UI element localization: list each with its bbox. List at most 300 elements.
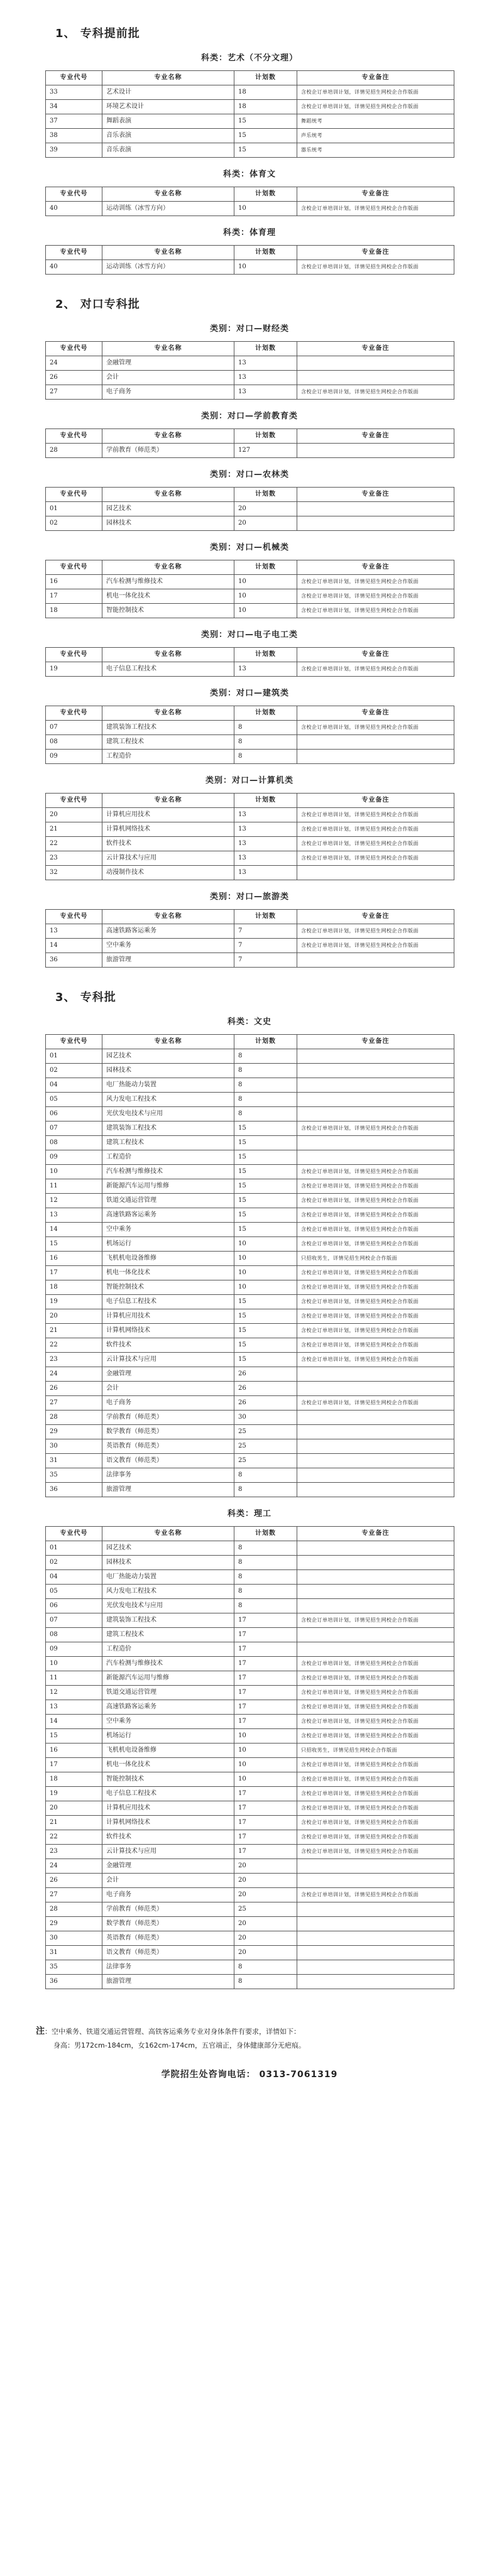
- table-header-row: [46, 342, 454, 356]
- cell-name: 运动训练（冰雪方向）: [102, 202, 234, 216]
- cell-code: 30: [46, 1931, 102, 1946]
- cell-plan: 25: [234, 1425, 297, 1439]
- cell-name: 学前教育（师范类）: [102, 444, 234, 458]
- plan-table-wrap: [45, 187, 454, 216]
- table-header-row: [46, 71, 454, 85]
- plan-table: [45, 428, 454, 458]
- cell-code: 39: [46, 143, 102, 158]
- cell-name: 建筑装饰工程技术: [102, 721, 234, 735]
- cell-name: 飞机机电设备维修: [102, 1252, 234, 1266]
- cell-note: 含校企订单培训计划，详情见招生网校企合作版面: [297, 1223, 454, 1237]
- cell-note: [297, 1946, 454, 1960]
- cell-plan: 8: [234, 1599, 297, 1613]
- cell-note: 含校企订单培训计划，详情见招生网校企合作版面: [297, 1758, 454, 1772]
- header-name: 专业名称: [102, 488, 234, 502]
- cell-code: 21: [46, 822, 102, 837]
- header-plan: 计划数: [234, 1527, 297, 1541]
- plan-table: [45, 245, 454, 275]
- table-row: [46, 1179, 454, 1194]
- cell-name: 金融管理: [102, 356, 234, 371]
- cell-name: 汽车检测与维修技术: [102, 575, 234, 589]
- cell-plan: 8: [234, 1541, 297, 1556]
- cell-note: 含校企订单培训计划，详情见招生网校企合作版面: [297, 202, 454, 216]
- cell-name: 电子商务: [102, 1888, 234, 1902]
- cell-code: 22: [46, 1830, 102, 1845]
- group-heading: 科类：文史: [227, 1017, 271, 1027]
- table-header-row: [46, 488, 454, 502]
- cell-code: 26: [46, 371, 102, 385]
- cell-note: 舞蹈统考: [297, 114, 454, 129]
- cell-code: 23: [46, 1353, 102, 1367]
- header-plan: 计划数: [234, 246, 297, 260]
- cell-note: 含校企订单培训计划，详情见招生网校企合作版面: [297, 1845, 454, 1859]
- cell-note: [297, 516, 454, 531]
- cell-code: 12: [46, 1194, 102, 1208]
- table-row: [46, 1729, 454, 1744]
- cell-plan: 17: [234, 1787, 297, 1801]
- cell-note: 含校企订单培训计划，详情见招生网校企合作版面: [297, 851, 454, 866]
- header-note: 专业备注: [297, 1527, 454, 1541]
- cell-code: 29: [46, 1425, 102, 1439]
- group-heading: 科类：体育文: [222, 170, 276, 179]
- cell-code: 37: [46, 114, 102, 129]
- table-row: [46, 1136, 454, 1150]
- cell-name: 音乐表演: [102, 143, 234, 158]
- cell-note: [297, 1960, 454, 1975]
- cell-note: [297, 1107, 454, 1122]
- header-name: 专业名称: [102, 1527, 234, 1541]
- cell-note: 含校企订单培训计划，详情见招生网校企合作版面: [297, 1715, 454, 1729]
- table-row: [46, 1541, 454, 1556]
- cell-name: 园艺技术: [102, 502, 234, 516]
- table-row: [46, 1107, 454, 1122]
- cell-name: 电厂热能动力装置: [102, 1570, 234, 1585]
- plan-table: [45, 647, 454, 677]
- plan-table-wrap: [45, 70, 454, 158]
- cell-name: 建筑工程技术: [102, 1136, 234, 1150]
- cell-name: 运动训练（冰雪方向）: [102, 260, 234, 275]
- cell-code: 16: [46, 1744, 102, 1758]
- group-heading: 类别：对口—机械类: [209, 543, 289, 552]
- cell-note: 含校企订单培训计划，详情见招生网校企合作版面: [297, 1700, 454, 1715]
- table-row: [46, 1309, 454, 1324]
- header-note: 专业备注: [297, 794, 454, 808]
- cell-code: 05: [46, 1585, 102, 1599]
- header-code: 专业代号: [46, 560, 102, 575]
- cell-note: 含校企订单培训计划，详情见招生网校企合作版面: [297, 808, 454, 822]
- cell-plan: 17: [234, 1845, 297, 1859]
- table-row: [46, 721, 454, 735]
- cell-plan: 8: [234, 1468, 297, 1483]
- table-row: [46, 1599, 454, 1613]
- cell-note: 含校企订单培训计划，详情见招生网校企合作版面: [297, 1165, 454, 1179]
- group-heading: 科类：体育理: [222, 228, 276, 237]
- cell-note: [297, 1382, 454, 1396]
- table-row: [46, 1758, 454, 1772]
- cell-code: 06: [46, 1107, 102, 1122]
- table-row: [46, 1280, 454, 1295]
- cell-code: 21: [46, 1324, 102, 1338]
- cell-note: [297, 1859, 454, 1874]
- cell-code: 28: [46, 444, 102, 458]
- cell-code: 17: [46, 1758, 102, 1772]
- cell-plan: 15: [234, 1353, 297, 1367]
- cell-note: 含校企订单培训计划，详情见招生网校企合作版面: [297, 100, 454, 114]
- cell-note: 含校企订单培训计划，详情见招生网校企合作版面: [297, 604, 454, 618]
- cell-name: 智能控制技术: [102, 1280, 234, 1295]
- cell-code: 22: [46, 1338, 102, 1353]
- cell-code: 28: [46, 1902, 102, 1917]
- cell-code: 04: [46, 1570, 102, 1585]
- cell-note: 含校企订单培训计划，详情见招生网校企合作版面: [297, 260, 454, 275]
- cell-code: 02: [46, 1064, 102, 1078]
- table-header-row: [46, 429, 454, 444]
- cell-name: 电厂热能动力装置: [102, 1078, 234, 1093]
- plan-table-wrap: [45, 1034, 454, 1497]
- cell-plan: 15: [234, 1338, 297, 1353]
- cell-code: 09: [46, 1150, 102, 1165]
- header-plan: 计划数: [234, 560, 297, 575]
- plan-table-wrap: [45, 1526, 454, 1989]
- plan-table: [45, 187, 454, 216]
- cell-plan: 17: [234, 1642, 297, 1657]
- cell-code: 28: [46, 1411, 102, 1425]
- cell-code: 23: [46, 851, 102, 866]
- cell-name: 智能控制技术: [102, 1772, 234, 1787]
- cell-plan: 13: [234, 808, 297, 822]
- cell-code: 26: [46, 1382, 102, 1396]
- cell-plan: 10: [234, 1237, 297, 1252]
- cell-code: 12: [46, 1686, 102, 1700]
- table-header-row: [46, 910, 454, 924]
- cell-name: 计算机应用技术: [102, 1801, 234, 1816]
- cell-note: [297, 1556, 454, 1570]
- section-title: 3、 专科批: [55, 991, 116, 1004]
- plan-table-wrap: [45, 245, 454, 275]
- header-name: 专业名称: [102, 246, 234, 260]
- table-row: [46, 356, 454, 371]
- cell-code: 11: [46, 1671, 102, 1686]
- header-note: 专业备注: [297, 648, 454, 662]
- cell-code: 40: [46, 260, 102, 275]
- table-header-row: [46, 1527, 454, 1541]
- cell-name: 电子信息工程技术: [102, 1787, 234, 1801]
- cell-note: [297, 1150, 454, 1165]
- plan-table: [45, 1034, 454, 1497]
- cell-code: 02: [46, 1556, 102, 1570]
- table-row: [46, 1194, 454, 1208]
- table-header-row: [46, 246, 454, 260]
- cell-note: 含校企订单培训计划，详情见招生网校企合作版面: [297, 939, 454, 953]
- cell-code: 20: [46, 808, 102, 822]
- cell-name: 语文教育（师范类）: [102, 1454, 234, 1468]
- header-code: 专业代号: [46, 488, 102, 502]
- cell-note: [297, 735, 454, 750]
- cell-name: 建筑装饰工程技术: [102, 1122, 234, 1136]
- cell-note: [297, 1931, 454, 1946]
- cell-note: 含校企订单培训计划，详情见招生网校企合作版面: [297, 1816, 454, 1830]
- cell-name: 光伏发电技术与应用: [102, 1599, 234, 1613]
- cell-code: 18: [46, 1772, 102, 1787]
- cell-note: [297, 1483, 454, 1497]
- cell-code: 36: [46, 953, 102, 968]
- cell-plan: 13: [234, 371, 297, 385]
- cell-plan: 17: [234, 1715, 297, 1729]
- cell-note: [297, 1064, 454, 1078]
- cell-plan: 8: [234, 1064, 297, 1078]
- header-note: 专业备注: [297, 342, 454, 356]
- cell-plan: 10: [234, 202, 297, 216]
- cell-plan: 20: [234, 1917, 297, 1931]
- table-row: [46, 114, 454, 129]
- header-plan: 计划数: [234, 706, 297, 721]
- cell-code: 16: [46, 575, 102, 589]
- cell-plan: 17: [234, 1686, 297, 1700]
- cell-name: 软件技术: [102, 1338, 234, 1353]
- cell-name: 法律事务: [102, 1468, 234, 1483]
- cell-plan: 20: [234, 502, 297, 516]
- cell-note: [297, 1468, 454, 1483]
- cell-code: 07: [46, 721, 102, 735]
- group-heading: 类别：对口—学前教育类: [200, 412, 298, 421]
- cell-note: 含校企订单培训计划，详情见招生网校企合作版面: [297, 1179, 454, 1194]
- cell-plan: 8: [234, 1556, 297, 1570]
- table-row: [46, 939, 454, 953]
- cell-name: 舞蹈表演: [102, 114, 234, 129]
- table-row: [46, 851, 454, 866]
- cell-plan: 8: [234, 1093, 297, 1107]
- cell-plan: 13: [234, 385, 297, 400]
- cell-code: 07: [46, 1613, 102, 1628]
- cell-plan: 13: [234, 866, 297, 880]
- table-row: [46, 1468, 454, 1483]
- table-header-row: [46, 187, 454, 202]
- plan-table-wrap: [45, 428, 454, 458]
- plan-table: [45, 909, 454, 968]
- cell-note: 含校企订单培训计划，详情见招生网校企合作版面: [297, 1657, 454, 1671]
- cell-plan: 10: [234, 1280, 297, 1295]
- cell-plan: 15: [234, 114, 297, 129]
- cell-code: 32: [46, 866, 102, 880]
- cell-name: 智能控制技术: [102, 604, 234, 618]
- cell-plan: 8: [234, 750, 297, 764]
- cell-code: 17: [46, 1266, 102, 1280]
- header-code: 专业代号: [46, 910, 102, 924]
- cell-name: 机电一体化技术: [102, 1266, 234, 1280]
- table-row: [46, 1845, 454, 1859]
- cell-plan: 7: [234, 939, 297, 953]
- cell-name: 金融管理: [102, 1367, 234, 1382]
- header-code: 专业代号: [46, 71, 102, 85]
- table-row: [46, 1237, 454, 1252]
- table-row: [46, 1570, 454, 1585]
- cell-code: 20: [46, 1801, 102, 1816]
- cell-code: 18: [46, 1280, 102, 1295]
- cell-plan: 17: [234, 1816, 297, 1830]
- table-row: [46, 371, 454, 385]
- group-heading: 科类：理工: [227, 1509, 271, 1519]
- cell-code: 24: [46, 356, 102, 371]
- cell-note: [297, 356, 454, 371]
- header-note: 专业备注: [297, 187, 454, 202]
- group-heading: 类别：对口—计算机类: [205, 776, 293, 785]
- cell-name: 工程造价: [102, 1150, 234, 1165]
- cell-code: 24: [46, 1367, 102, 1382]
- cell-plan: 8: [234, 1960, 297, 1975]
- cell-code: 06: [46, 1599, 102, 1613]
- cell-plan: 8: [234, 1078, 297, 1093]
- table-row: [46, 1295, 454, 1309]
- table-row: [46, 604, 454, 618]
- header-name: 专业名称: [102, 71, 234, 85]
- cell-name: 软件技术: [102, 837, 234, 851]
- table-header-row: [46, 648, 454, 662]
- table-row: [46, 1772, 454, 1787]
- table-row: [46, 1830, 454, 1845]
- cell-name: 新能源汽车运用与维修: [102, 1671, 234, 1686]
- cell-note: 含校企订单培训计划，详情见招生网校企合作版面: [297, 1324, 454, 1338]
- cell-plan: 20: [234, 1946, 297, 1960]
- cell-note: 含校企订单培训计划，详情见招生网校企合作版面: [297, 1280, 454, 1295]
- cell-name: 旅游管理: [102, 1483, 234, 1497]
- cell-plan: 8: [234, 1975, 297, 1989]
- cell-code: 13: [46, 924, 102, 939]
- table-row: [46, 1439, 454, 1454]
- table-row: [46, 837, 454, 851]
- table-row: [46, 575, 454, 589]
- cell-note: [297, 1541, 454, 1556]
- footnote-line-1: [36, 2024, 463, 2039]
- cell-note: [297, 866, 454, 880]
- cell-code: 16: [46, 1252, 102, 1266]
- cell-plan: 15: [234, 1179, 297, 1194]
- cell-code: 29: [46, 1917, 102, 1931]
- cell-note: 含校企订单培训计划，详情见招生网校企合作版面: [297, 1772, 454, 1787]
- header-note: 专业备注: [297, 910, 454, 924]
- cell-code: 30: [46, 1439, 102, 1454]
- cell-code: 23: [46, 1845, 102, 1859]
- cell-plan: 8: [234, 1483, 297, 1497]
- cell-plan: 10: [234, 575, 297, 589]
- header-name: 专业名称: [102, 429, 234, 444]
- cell-code: 26: [46, 1874, 102, 1888]
- plan-table: [45, 1526, 454, 1989]
- cell-note: 含校企订单培训计划，详情见招生网校企合作版面: [297, 1194, 454, 1208]
- cell-code: 35: [46, 1468, 102, 1483]
- cell-note: [297, 1585, 454, 1599]
- table-row: [46, 444, 454, 458]
- cell-note: 含校企订单培训计划，详情见招生网校企合作版面: [297, 1309, 454, 1324]
- header-code: 专业代号: [46, 342, 102, 356]
- cell-note: [297, 1078, 454, 1093]
- header-plan: 计划数: [234, 71, 297, 85]
- table-row: [46, 1585, 454, 1599]
- plan-table-wrap: [45, 793, 454, 880]
- cell-name: 建筑工程技术: [102, 735, 234, 750]
- table-row: [46, 516, 454, 531]
- cell-name: 会计: [102, 1874, 234, 1888]
- table-row: [46, 1671, 454, 1686]
- cell-plan: 20: [234, 1888, 297, 1902]
- cell-code: 22: [46, 837, 102, 851]
- cell-name: 光伏发电技术与应用: [102, 1107, 234, 1122]
- header-plan: 计划数: [234, 1035, 297, 1049]
- table-header-row: [46, 560, 454, 575]
- cell-note: [297, 1411, 454, 1425]
- table-row: [46, 924, 454, 939]
- table-row: [46, 953, 454, 968]
- table-row: [46, 129, 454, 143]
- table-row: [46, 1367, 454, 1382]
- cell-note: 含校企订单培训计划，详情见招生网校企合作版面: [297, 1295, 454, 1309]
- cell-code: 33: [46, 85, 102, 100]
- cell-note: 含校企订单培训计划，详情见招生网校企合作版面: [297, 1613, 454, 1628]
- cell-name: 旅游管理: [102, 953, 234, 968]
- table-row: [46, 1252, 454, 1266]
- plan-table: [45, 341, 454, 400]
- cell-name: 电子商务: [102, 385, 234, 400]
- cell-name: 法律事务: [102, 1960, 234, 1975]
- cell-name: 计算机网络技术: [102, 1816, 234, 1830]
- cell-name: 园林技术: [102, 1556, 234, 1570]
- cell-note: 含校企订单培训计划，详情见招生网校企合作版面: [297, 837, 454, 851]
- table-row: [46, 1425, 454, 1439]
- header-code: 专业代号: [46, 246, 102, 260]
- cell-code: 35: [46, 1960, 102, 1975]
- table-row: [46, 1353, 454, 1367]
- cell-name: 园林技术: [102, 516, 234, 531]
- header-note: 专业备注: [297, 488, 454, 502]
- footnote-label: 注: [36, 2026, 45, 2036]
- cell-note: 含校企订单培训计划，详情见招生网校企合作版面: [297, 85, 454, 100]
- cell-code: 09: [46, 1642, 102, 1657]
- cell-name: 数学教育（师范类）: [102, 1917, 234, 1931]
- table-row: [46, 1454, 454, 1468]
- table-row: [46, 866, 454, 880]
- cell-code: 38: [46, 129, 102, 143]
- cell-plan: 8: [234, 721, 297, 735]
- cell-name: 空中乘务: [102, 939, 234, 953]
- table-row: [46, 1122, 454, 1136]
- cell-note: [297, 1093, 454, 1107]
- cell-plan: 26: [234, 1396, 297, 1411]
- cell-name: 金融管理: [102, 1859, 234, 1874]
- cell-note: 含校企订单培训计划，详情见招生网校企合作版面: [297, 589, 454, 604]
- footnote-text-1: ：空中乘务、铁道交通运营管理、高铁客运乘务专业对身体条件有要求，详情如下：: [45, 2028, 300, 2036]
- table-row: [46, 1338, 454, 1353]
- cell-plan: 15: [234, 1122, 297, 1136]
- cell-plan: 17: [234, 1657, 297, 1671]
- cell-note: 只招收男生，详情见招生网校企合作版面: [297, 1744, 454, 1758]
- cell-plan: 13: [234, 851, 297, 866]
- cell-plan: 15: [234, 129, 297, 143]
- header-code: 专业代号: [46, 648, 102, 662]
- header-code: 专业代号: [46, 187, 102, 202]
- cell-note: 含校企订单培训计划，详情见招生网校企合作版面: [297, 1888, 454, 1902]
- cell-plan: 8: [234, 735, 297, 750]
- cell-plan: 25: [234, 1454, 297, 1468]
- header-plan: 计划数: [234, 794, 297, 808]
- cell-plan: 10: [234, 1252, 297, 1266]
- cell-code: 01: [46, 1541, 102, 1556]
- cell-name: 机场运行: [102, 1237, 234, 1252]
- cell-plan: 17: [234, 1613, 297, 1628]
- cell-name: 机电一体化技术: [102, 589, 234, 604]
- table-row: [46, 1902, 454, 1917]
- cell-code: 01: [46, 1049, 102, 1064]
- cell-code: 02: [46, 516, 102, 531]
- cell-plan: 13: [234, 822, 297, 837]
